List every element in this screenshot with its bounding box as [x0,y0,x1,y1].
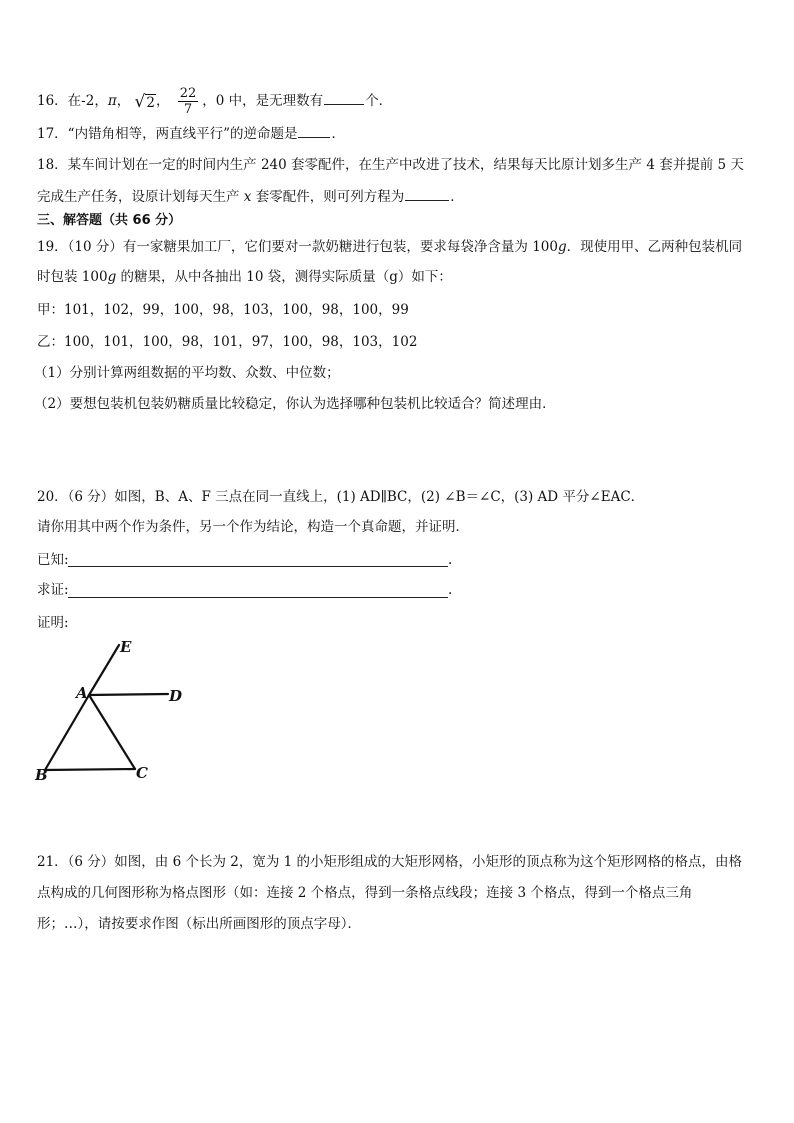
q18-end: ． [450,189,464,205]
prove-answer-line[interactable] [68,597,448,598]
label-A: A [76,684,88,702]
question-19-line1 [37,238,742,256]
geometry-figure [30,632,200,792]
q16-end: 个． [365,93,393,109]
line-A-D [89,694,168,695]
variable-x: x [243,189,252,205]
radical-sign: √ [134,91,146,112]
known-label: 已知: [37,552,69,568]
q18-line2-post: 套零配件，则可列方程为 [251,189,405,205]
answer-blank-16[interactable] [324,91,364,105]
question-20-line2: 请你用其中两个作为条件，另一个作为结论，构造一个真命题，并证明． [37,519,469,535]
q19-line1-post: ．现使用甲、乙两种包装机同 [566,239,743,255]
q16-prefix: 16．在-2， [37,93,108,109]
question-19-line2 [37,268,452,286]
answer-blank-17[interactable] [298,124,330,138]
q16-sep2: ， [155,93,170,109]
question-21-line2: 点构成的几何图形称为格点图形（如：连接 2 个格点，得到一条格点线段；连接 3 个格点，得到一个格点三角 [37,885,693,901]
q19-line2-pre: 时包装 100 [37,269,108,285]
question-17 [37,124,345,143]
fraction-denominator: 7 [183,102,193,117]
unit-g-2: g [107,269,117,285]
line-A-B [45,695,89,770]
question-21-line3: 形；…），请按要求作图（标出所画图形的顶点字母）． [37,916,361,932]
section-heading: 三、解答题（共 66 分） [37,213,182,228]
known-dot: . [448,552,453,568]
label-D: D [169,687,183,705]
unit-g: g [557,239,567,255]
sqrt-2 [135,93,156,111]
q18-line2-pre: 完成生产任务，设原计划每天生产 [37,189,244,205]
fraction-22-7 [178,86,199,117]
answer-blank-18[interactable] [405,187,449,201]
question-16 [37,86,392,117]
q17-end: ． [331,126,345,142]
question-18-line2 [37,187,464,206]
label-C: C [136,764,148,782]
question-20-line1: 20．（6 分）如图，B、A、F 三点在同一直线上，(1) AD∥BC，(2) ∠B＝∠C，(3) AD 平分∠EAC． [37,489,645,505]
label-E: E [120,638,132,656]
proof-label: 证明: [37,615,69,631]
question-21-line1: 21．（6 分）如图，由 6 个长为 2，宽为 1 的小矩形组成的大矩形网格，小矩形的顶点称为这个矩形网格的格点，由格 [37,854,743,870]
q16-sep1: ， [116,93,131,109]
known-answer-line[interactable] [68,566,448,567]
q19-line2-post: 的糖果，从中各抽出 10 袋，测得实际质量（g）如下： [116,269,452,285]
prove-dot: . [448,582,453,598]
prove-label: 求证: [37,582,69,598]
q19-part1: （1）分别计算两组数据的平均数、众数、中位数； [34,365,340,381]
q17-text: 17．“内错角相等，两直线平行”的逆命题是 [37,126,298,142]
question-18-line1: 18．某车间计划在一定的时间内生产 240 套零配件，在生产中改进了技术，结果每天比原计划多生产 4 套并提前 5 天 [37,157,744,173]
line-A-C [89,695,135,769]
data-row-jia: 甲：101，102，99，100，98，103，100，98，100，99 [37,302,409,318]
radicand: 2 [146,94,155,111]
fraction-numerator: 22 [179,86,197,101]
pi-symbol: π [107,93,117,109]
q16-middle: ，0 中，是无理数有 [202,93,324,109]
line-A-E [89,645,119,695]
q19-part2: （2）要想包装机包装奶糖质量比较稳定，你认为选择哪种包装机比较适合？简述理由． [34,396,556,412]
line-B-C [45,769,135,770]
data-row-yi: 乙：100，101，100，98，101，97，100，98，103，102 [37,334,418,350]
label-B: B [35,766,48,784]
q19-line1-pre: 19．（10 分）有一家糖果加工厂，它们要对一款奶糖进行包装，要求每袋净含量为 100 [37,239,558,255]
